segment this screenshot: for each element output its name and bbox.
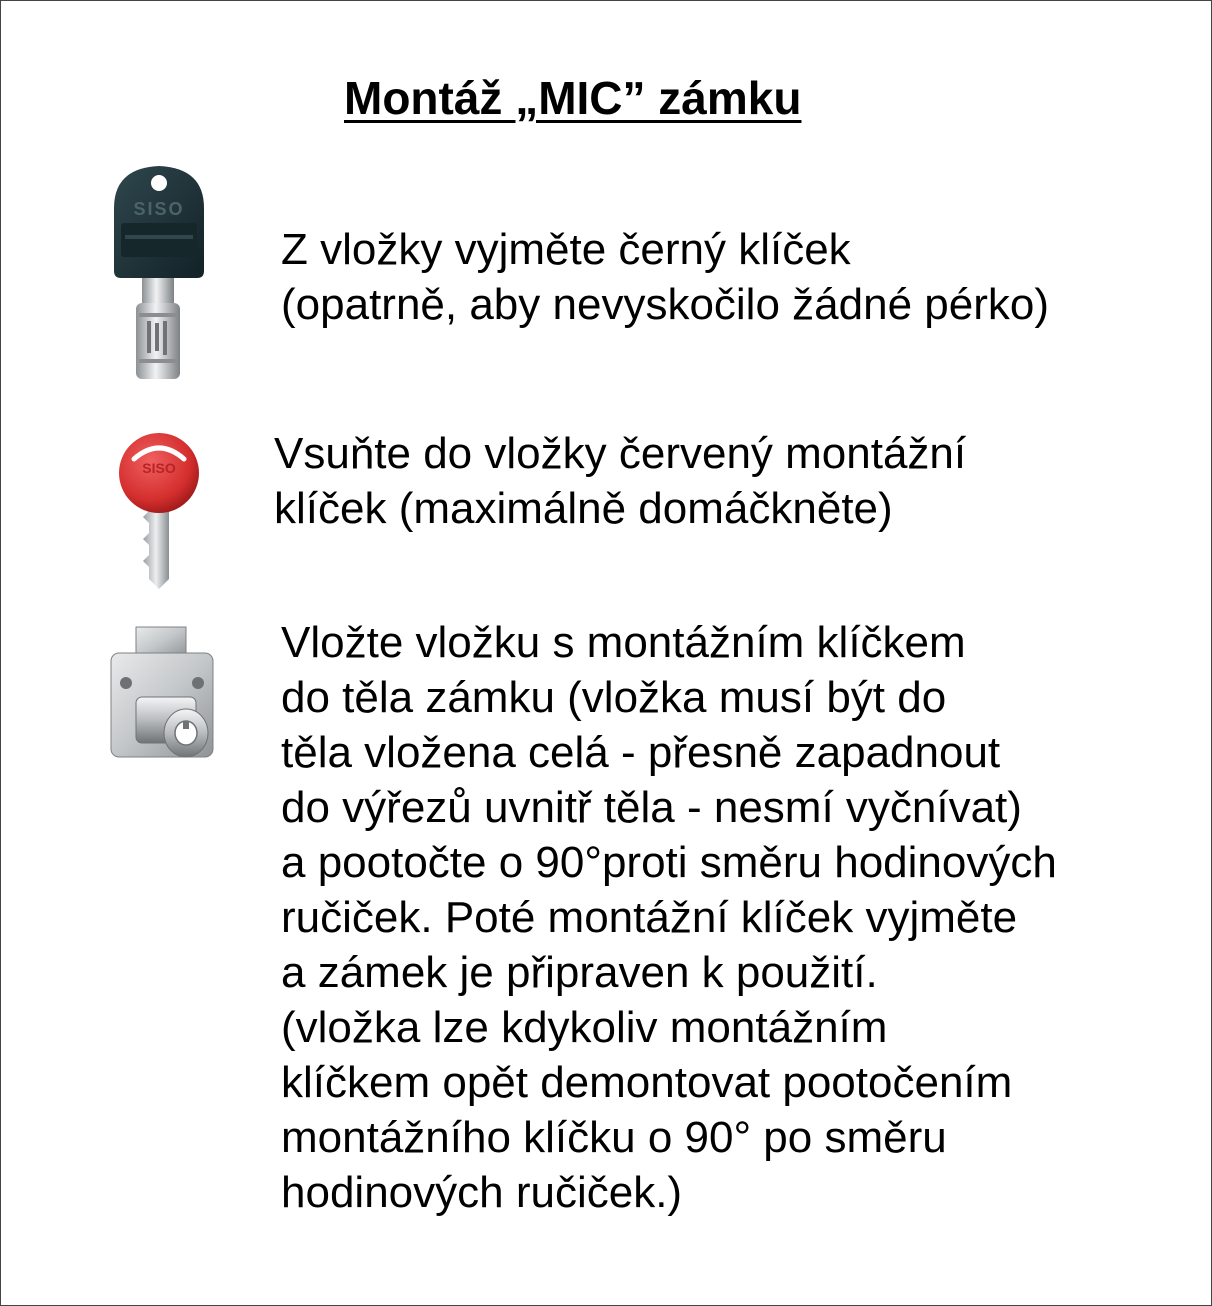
step-3-line: Vložte vložku s montážním klíčkem	[281, 618, 966, 667]
page-title: Montáž „MIC” zámku	[344, 72, 802, 124]
step-1-line: Z vložky vyjměte černý klíček	[281, 225, 851, 274]
step-2-line: Vsuňte do vložky červený montážní	[274, 429, 967, 478]
step-3-line: hodinových ručiček.)	[281, 1168, 683, 1217]
step-3-line: do výřezů uvnitř těla - nesmí vyčnívat)	[281, 783, 1022, 832]
svg-text:SISO: SISO	[133, 199, 185, 219]
step-3-line: klíčkem opět demontovat pootočením	[281, 1058, 1013, 1107]
step-2-text	[274, 426, 966, 536]
lock-body-icon	[106, 625, 218, 761]
red-key-icon	[116, 429, 206, 591]
step-3-line: těla vložena celá - přesně zapadnout	[281, 728, 1001, 777]
step-1-line: (opatrně, aby nevyskočilo žádné pérko)	[281, 280, 1049, 329]
step-3-line: do těla zámku (vložka musí být do	[281, 673, 947, 722]
svg-text:SISO: SISO	[142, 460, 176, 476]
step-3-line: a zámek je připraven k použití.	[281, 948, 878, 997]
step-3-line: (vložka lze kdykoliv montážním	[281, 1003, 888, 1052]
black-key-icon	[109, 163, 219, 383]
step-3-line: a pootočte o 90°proti směru hodinových	[281, 838, 1057, 887]
step-3-line: montážního klíčku o 90° po směru	[281, 1113, 947, 1162]
step-2-line: klíček (maximálně domáčkněte)	[274, 484, 893, 533]
step-3-line: ručiček. Poté montážní klíček vyjměte	[281, 893, 1018, 942]
step-3-text	[281, 615, 1057, 1220]
step-1-text	[281, 222, 1049, 332]
